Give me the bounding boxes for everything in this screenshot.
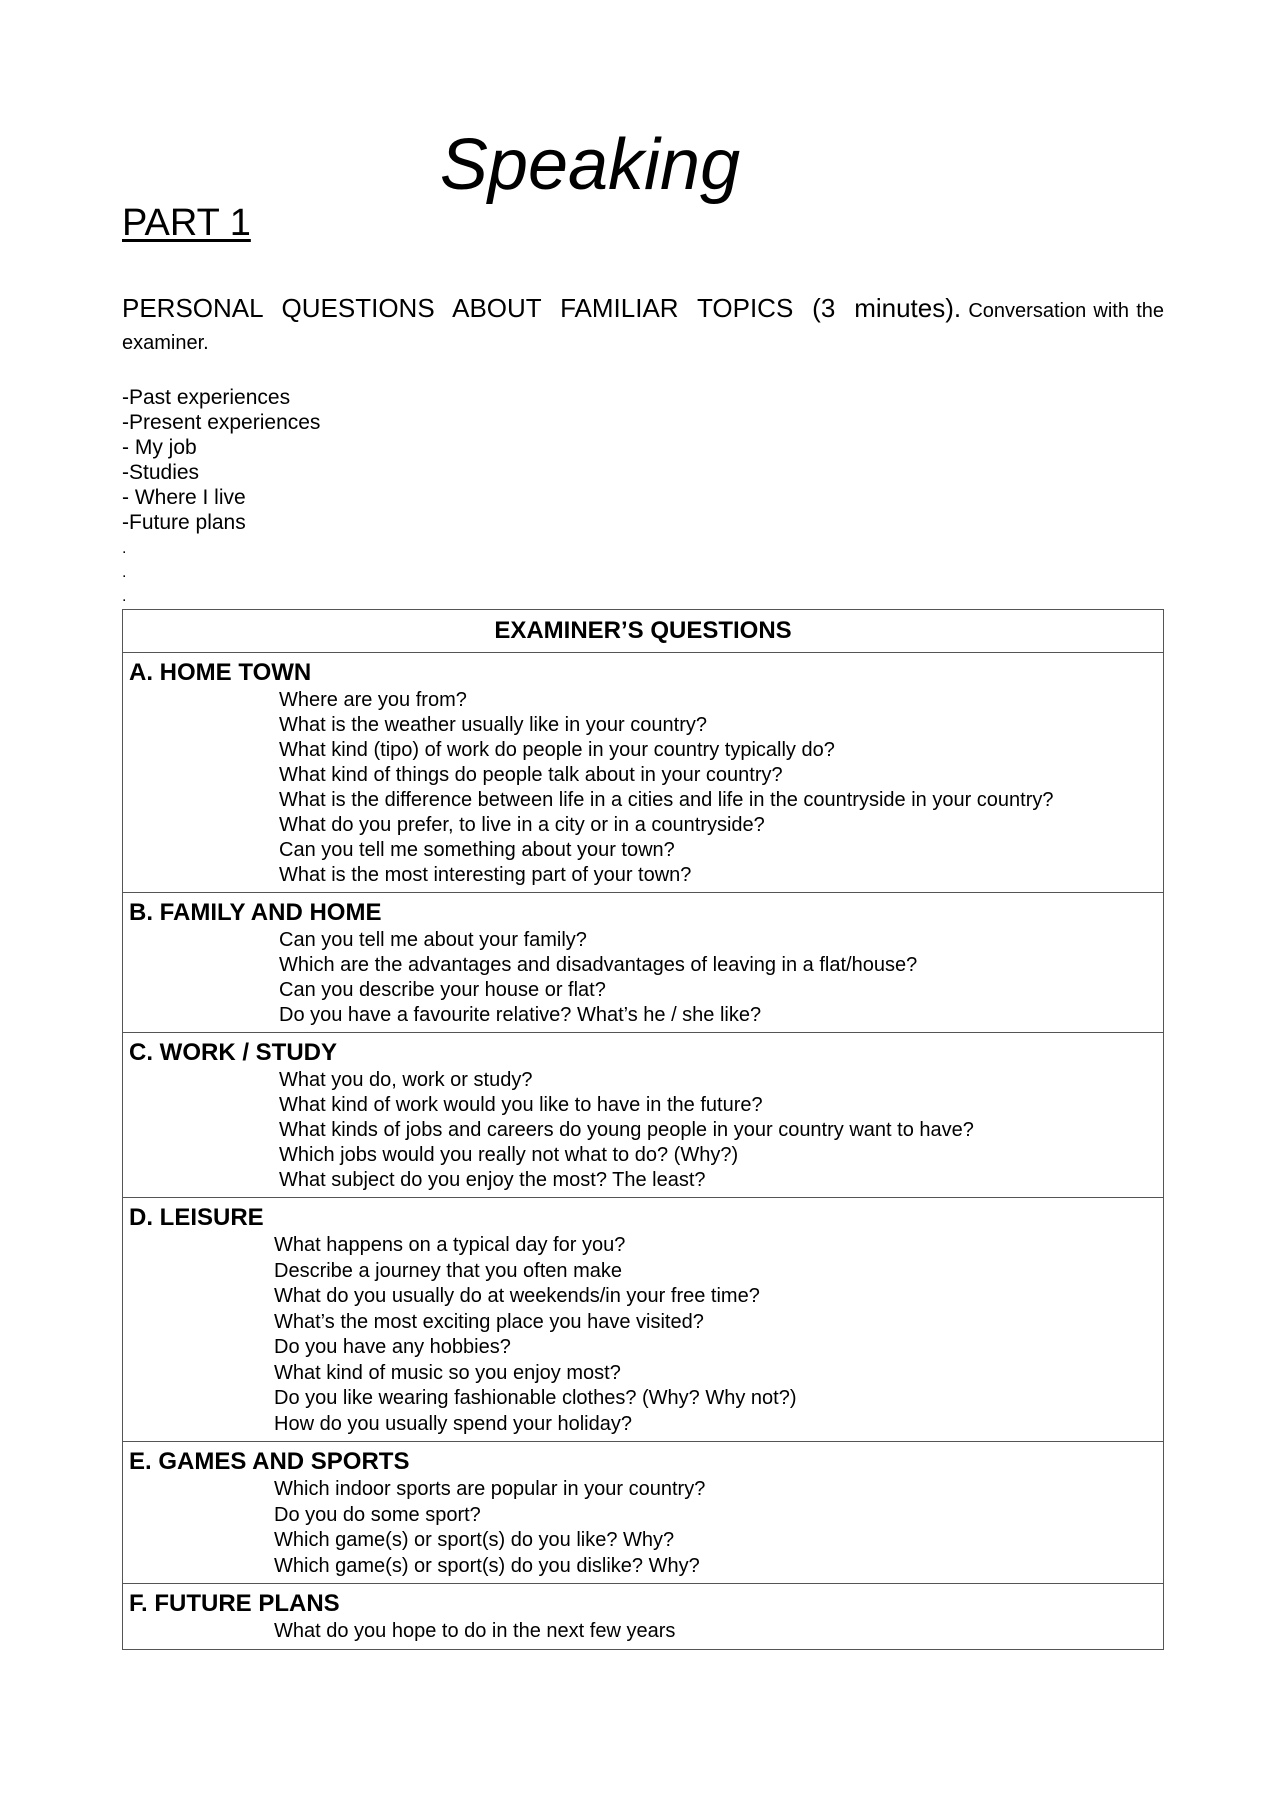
- section-title: E. GAMES AND SPORTS: [129, 1448, 410, 1475]
- topic-item: - Where I live: [122, 486, 246, 509]
- question-item: What is the difference between life in a cities and life in the countryside in your country?: [279, 789, 1054, 811]
- question-item: What do you hope to do in the next few years: [274, 1620, 676, 1642]
- intro-heading: PERSONAL QUESTIONS ABOUT FAMILIAR TOPICS (3 minutes).: [122, 293, 962, 323]
- examiner-questions-table: [122, 609, 1164, 1650]
- question-list: [123, 1477, 1163, 1583]
- topic-item: -Studies: [122, 461, 200, 484]
- question-item: What is the most interesting part of your town?: [279, 864, 692, 886]
- section-title: D. LEISURE: [129, 1204, 264, 1231]
- topic-item: -Present experiences: [122, 411, 321, 434]
- question-list: [123, 1068, 1163, 1197]
- question-item: Describe a journey that you often make: [274, 1259, 622, 1282]
- section-row-family-and-home: [123, 893, 1164, 1033]
- question-item: Can you describe your house or flat?: [279, 979, 606, 1001]
- question-item: Can you tell me something about your town?: [279, 839, 675, 861]
- question-list: [123, 1233, 1163, 1441]
- question-item: Can you tell me about your family?: [279, 929, 587, 951]
- topic-list: [122, 385, 320, 535]
- question-item: Do you like wearing fashionable clothes? (Why? Why not?): [274, 1387, 797, 1409]
- question-item: What’s the most exciting place you have visited?: [274, 1310, 704, 1333]
- question-item: How do you usually spend your holiday?: [274, 1412, 632, 1435]
- intro-paragraph: [122, 292, 1164, 359]
- topic-item: -Past experiences: [122, 386, 291, 409]
- question-item: What kind of music so you enjoy most?: [274, 1361, 621, 1384]
- ellipsis-dots: [122, 537, 126, 609]
- section-row-games-and-sports: [123, 1442, 1164, 1584]
- section-row-home-town: [123, 653, 1164, 893]
- table-header-row: [123, 610, 1164, 653]
- dot: .: [122, 540, 127, 557]
- question-item: Which game(s) or sport(s) do you dislike? Why?: [274, 1554, 700, 1577]
- section-cell: [123, 1442, 1164, 1584]
- section-title: F. FUTURE PLANS: [129, 1590, 340, 1617]
- section-cell: [123, 1198, 1164, 1442]
- dot: .: [122, 564, 127, 581]
- page-title: Speaking: [439, 125, 741, 205]
- section-cell: [123, 1033, 1164, 1198]
- question-item: What subject do you enjoy the most? The least?: [279, 1169, 706, 1191]
- question-list: [123, 688, 1163, 892]
- question-list: [123, 928, 1163, 1032]
- question-item: What is the weather usually like in your country?: [279, 714, 707, 736]
- question-list: [123, 1619, 1163, 1649]
- question-item: Which are the advantages and disadvantages of leaving in a flat/house?: [279, 954, 918, 976]
- question-item: Where are you from?: [279, 689, 467, 711]
- question-item: What you do, work or study?: [279, 1069, 533, 1091]
- section-row-work-study: [123, 1033, 1164, 1198]
- question-item: What kinds of jobs and careers do young people in your country want to have?: [279, 1119, 974, 1141]
- topic-item: - My job: [122, 436, 197, 459]
- question-item: Do you have any hobbies?: [274, 1336, 511, 1358]
- question-item: Do you do some sport?: [274, 1503, 481, 1526]
- section-title: C. WORK / STUDY: [129, 1039, 337, 1066]
- question-item: What kind of things do people talk about in your country?: [279, 764, 783, 786]
- section-row-leisure: [123, 1198, 1164, 1442]
- question-item: What do you usually do at weekends/in your free time?: [274, 1285, 760, 1307]
- section-title: A. HOME TOWN: [129, 659, 312, 686]
- section-cell: [123, 893, 1164, 1033]
- section-title: B. FAMILY AND HOME: [129, 899, 382, 926]
- question-item: Which jobs would you really not what to do? (Why?): [279, 1144, 739, 1166]
- section-cell: [123, 653, 1164, 893]
- question-item: Which indoor sports are popular in your country?: [274, 1478, 706, 1500]
- section-row-future-plans: [123, 1584, 1164, 1650]
- question-item: What happens on a typical day for you?: [274, 1234, 626, 1256]
- question-item: Do you have a favourite relative? What’s he / she like?: [279, 1004, 762, 1026]
- question-item: What kind (tipo) of work do people in your country typically do?: [279, 739, 835, 761]
- topic-item: -Future plans: [122, 511, 246, 534]
- question-item: What kind of work would you like to have in the future?: [279, 1094, 763, 1116]
- question-item: Which game(s) or sport(s) do you like? Why?: [274, 1529, 675, 1551]
- table-header: EXAMINER’S QUESTIONS: [123, 610, 1164, 653]
- part-heading: PART 1: [122, 202, 251, 244]
- intro-detail: Conversation with the examiner.: [122, 300, 1165, 354]
- section-cell: [123, 1584, 1164, 1650]
- question-item: What do you prefer, to live in a city or in a countryside?: [279, 814, 765, 836]
- dot: .: [122, 588, 127, 605]
